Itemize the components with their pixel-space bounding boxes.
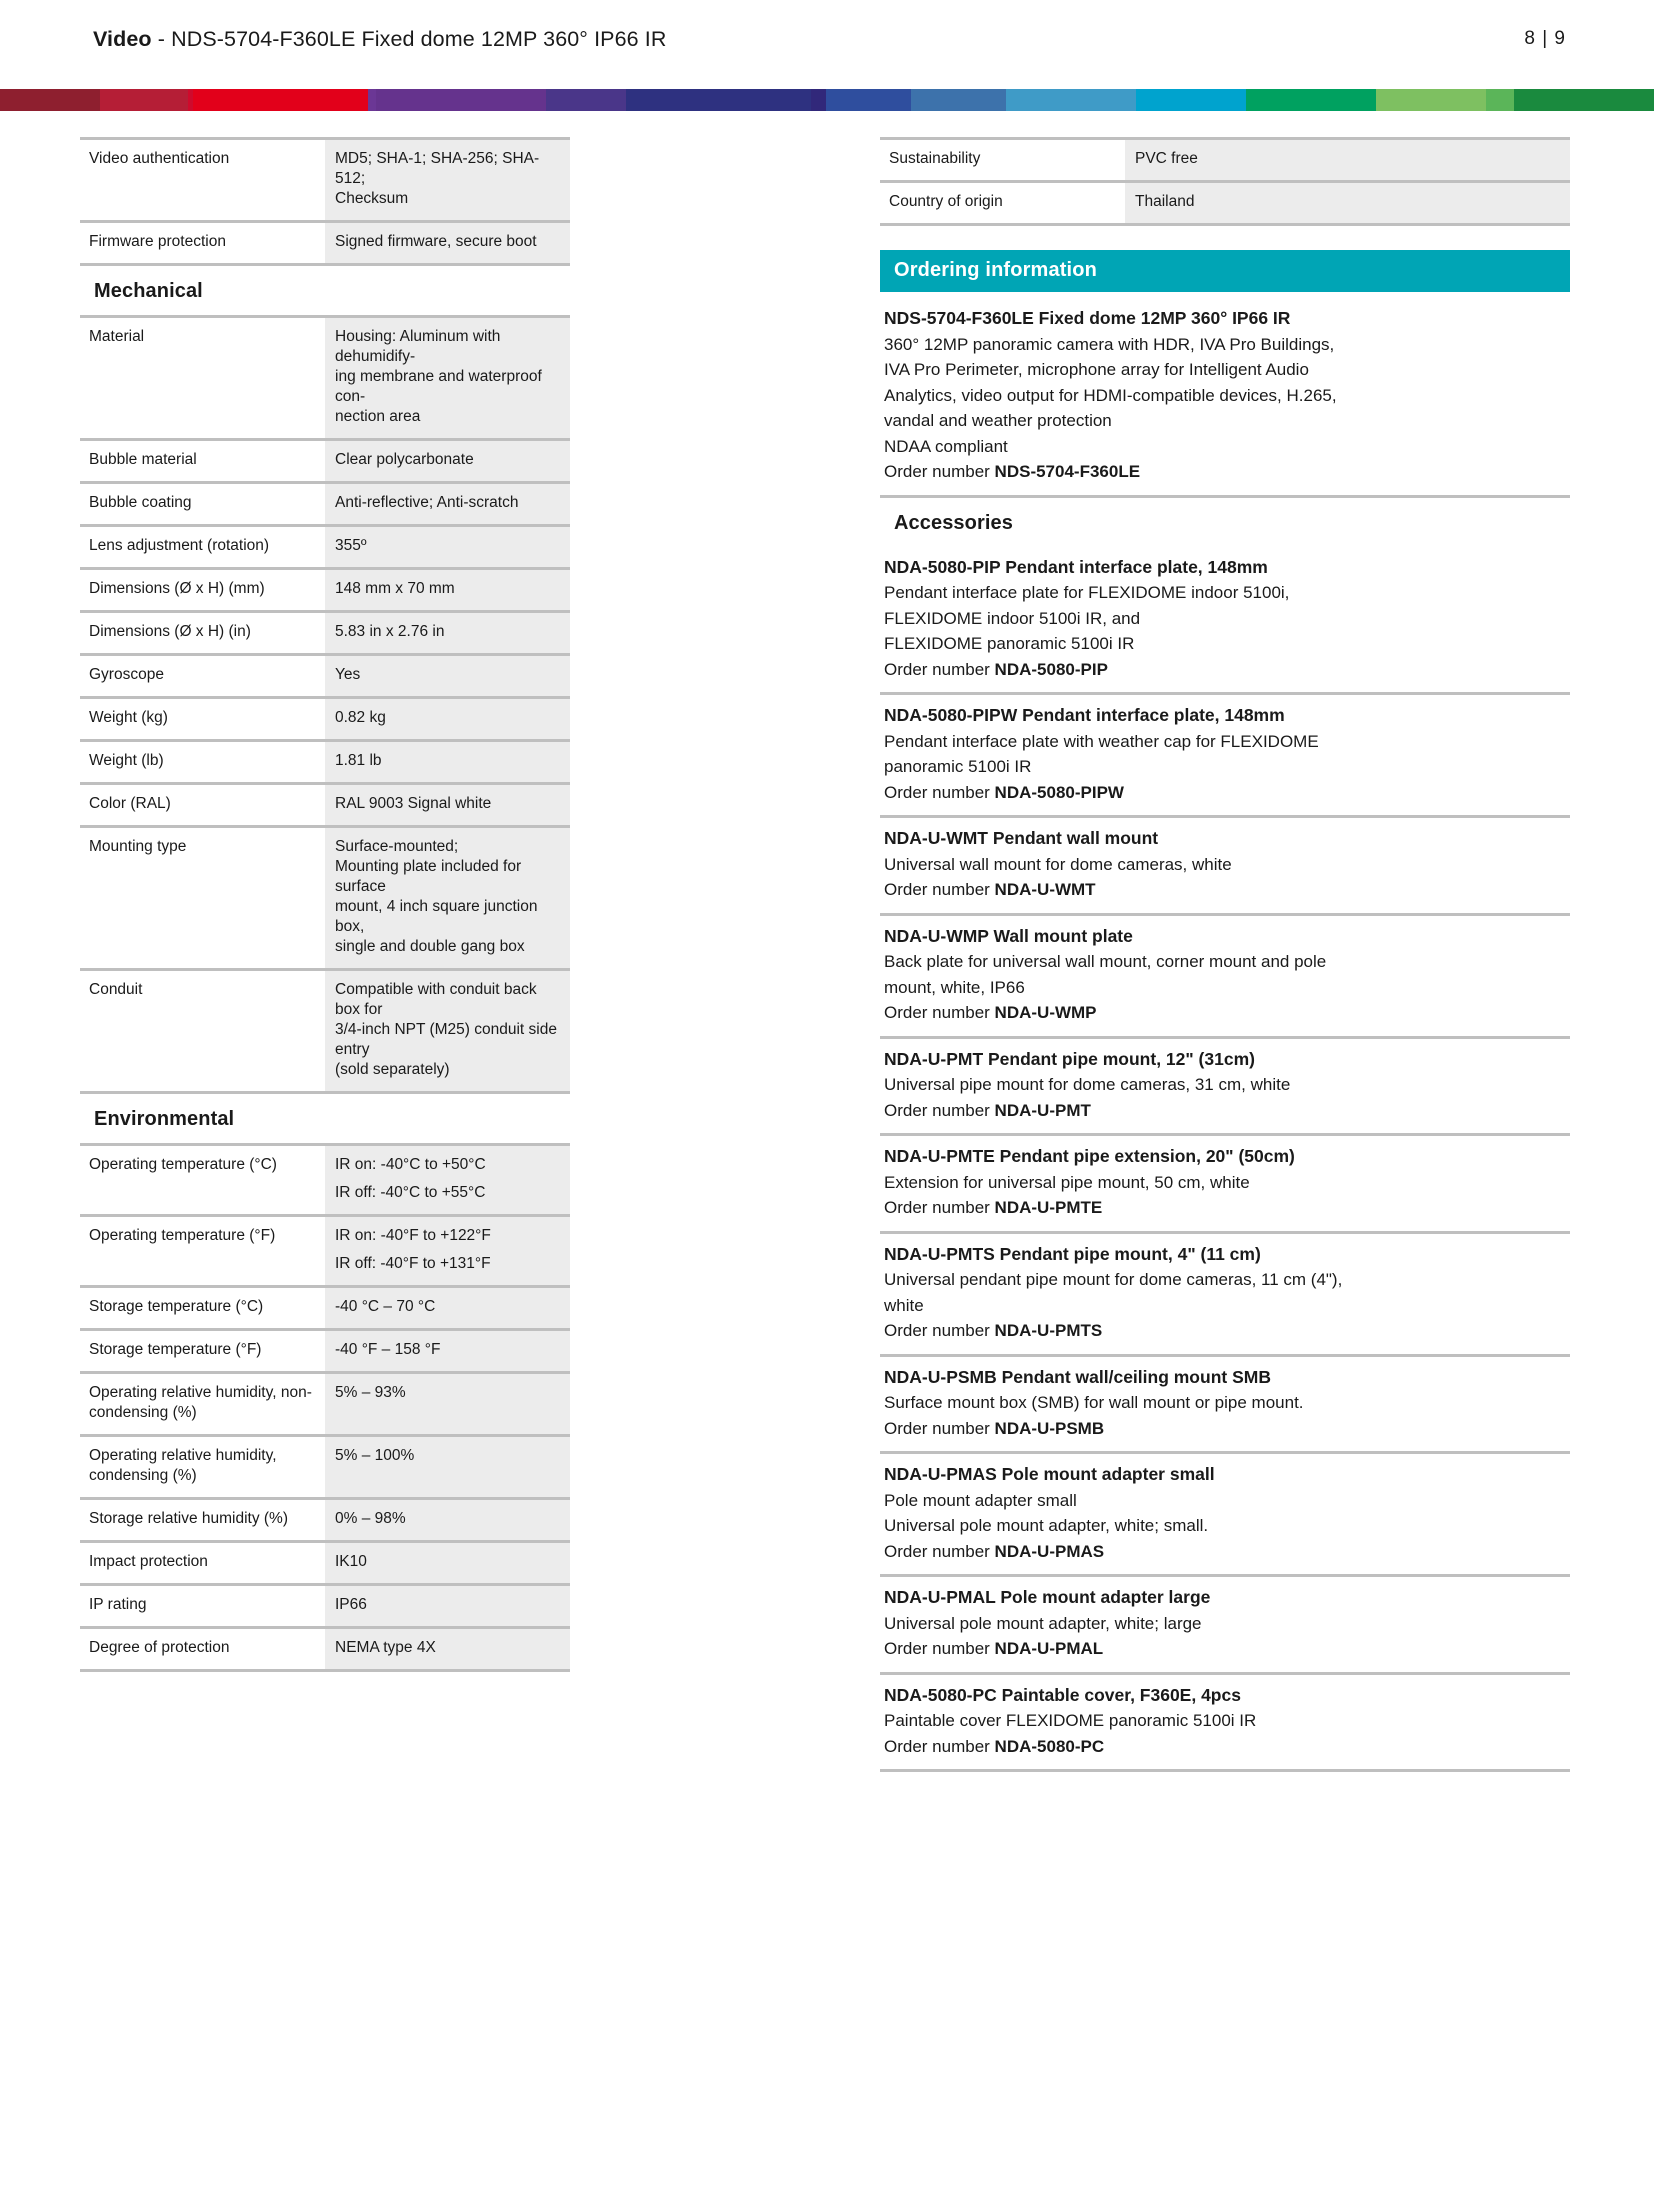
spec-value	[325, 527, 570, 567]
accessory-description-line: Pendant interface plate with weather cap for FLEXIDOME	[884, 731, 1319, 751]
color-bar-segment	[0, 89, 100, 111]
spec-value-line: nection area	[335, 408, 421, 425]
accessory-title: NDA-U-PSMB Pendant wall/ceiling mount SMB	[884, 1366, 1271, 1387]
spec-label: Sustainability	[880, 140, 1125, 180]
color-bar-segment	[826, 89, 911, 111]
brand-color-bar	[0, 89, 1654, 111]
order-number-value: NDA-5080-PIPW	[994, 782, 1124, 802]
accessory-title: NDA-5080-PIP Pendant interface plate, 148mm	[884, 556, 1268, 577]
order-number-value: NDA-U-PSMB	[994, 1418, 1105, 1438]
section-heading-accessories: Accessories	[880, 498, 1570, 547]
accessory-order-number	[884, 1318, 1566, 1344]
spec-value-line: PVC free	[1135, 150, 1198, 167]
spec-label: Conduit	[80, 971, 325, 1091]
spec-value-line: NEMA type 4X	[335, 1639, 436, 1656]
table-rule	[880, 1769, 1570, 1772]
accessory-item	[880, 1136, 1570, 1231]
accessory-title: NDA-U-WMP Wall mount plate	[884, 925, 1133, 946]
spec-value-line: IR on: -40°F to +122°F	[335, 1227, 491, 1244]
ordering-product-description-line: 360° 12MP panoramic camera with HDR, IVA Pro Buildings,	[884, 334, 1335, 354]
spec-value-line: -40 °C – 70 °C	[335, 1298, 436, 1315]
table-row	[80, 656, 570, 696]
table-row	[80, 484, 570, 524]
spec-value	[325, 1629, 570, 1669]
accessory-title: NDA-U-PMAS Pole mount adapter small	[884, 1464, 1215, 1484]
ordering-product-description-line: vandal and weather protection	[884, 411, 1112, 430]
accessory-item	[880, 1675, 1570, 1770]
spec-label: Dimensions (Ø x H) (mm)	[80, 570, 325, 610]
spec-label: Storage relative humidity (%)	[80, 1500, 325, 1540]
order-number-label: Order number	[884, 1736, 995, 1756]
accessory-title: NDA-5080-PIPW Pendant interface plate, 148mm	[884, 705, 1285, 725]
left-column	[80, 137, 570, 1672]
spec-value-line: 148 mm x 70 mm	[335, 580, 455, 597]
spec-value-line: 5% – 93%	[335, 1384, 406, 1401]
accessory-title: NDA-U-WMT Pendant wall mount	[884, 828, 1159, 848]
table-row	[80, 1217, 570, 1285]
table-row	[80, 441, 570, 481]
spec-label: Gyroscope	[80, 656, 325, 696]
order-number-label: Order number	[884, 1639, 995, 1658]
accessory-description-line: FLEXIDOME indoor 5100i IR, and	[884, 608, 1141, 628]
spec-value	[325, 484, 570, 524]
spec-label: Color (RAL)	[80, 785, 325, 825]
spec-value-line: IK10	[335, 1553, 367, 1570]
spec-value-line: Compatible with conduit back box for	[335, 981, 537, 1018]
spec-label: Weight (lb)	[80, 742, 325, 782]
accessory-item	[880, 1577, 1570, 1672]
accessory-item	[880, 1454, 1570, 1574]
order-number-value: NDA-5080-PIP	[994, 659, 1108, 679]
spec-value	[325, 140, 570, 220]
accessory-order-number	[884, 1195, 1566, 1221]
spec-value	[325, 1374, 570, 1434]
spec-label: Material	[80, 318, 325, 438]
spec-value-line: 355º	[335, 537, 367, 554]
table-row	[80, 1146, 570, 1214]
accessory-description-line: Back plate for universal wall mount, corner mount and pole	[884, 952, 1327, 971]
spec-value-line: Anti-reflective; Anti-scratch	[335, 494, 519, 511]
accessory-order-number	[884, 1416, 1566, 1442]
color-bar-segment	[811, 89, 826, 111]
order-number-value: NDA-5080-PC	[994, 1736, 1105, 1756]
accessory-order-number	[884, 1000, 1566, 1026]
page-title	[93, 27, 666, 52]
spec-label: Impact protection	[80, 1543, 325, 1583]
accessory-order-number	[884, 1098, 1566, 1124]
page-number: 8 | 9	[1524, 28, 1566, 49]
spec-value-line: Yes	[335, 666, 361, 683]
spec-value	[1125, 183, 1570, 223]
accessory-title: NDA-U-PMT Pendant pipe mount, 12" (31cm)	[884, 1048, 1255, 1069]
spec-label: Storage temperature (°F)	[80, 1331, 325, 1371]
spec-value-line: Housing: Aluminum with dehumidify-	[335, 328, 501, 365]
color-bar-segment	[911, 89, 1006, 111]
spec-label: IP rating	[80, 1586, 325, 1626]
spec-value	[325, 1217, 570, 1285]
spec-value-line: ing membrane and waterproof con-	[335, 368, 542, 405]
accessory-item	[880, 818, 1570, 913]
section-heading-mechanical: Mechanical	[80, 266, 570, 315]
spec-value-line: 5% – 100%	[335, 1447, 415, 1464]
spec-label: Storage temperature (°C)	[80, 1288, 325, 1328]
table-row	[80, 1629, 570, 1669]
order-number-value: NDA-U-PMAL	[994, 1639, 1104, 1658]
color-bar-segment	[1376, 89, 1486, 111]
table-row	[80, 1437, 570, 1497]
spec-value-line: IP66	[335, 1596, 367, 1613]
spec-value-line: IR off: -40°F to +131°F	[335, 1255, 491, 1272]
ordering-information-header: Ordering information	[880, 250, 1570, 292]
accessory-order-number	[884, 657, 1566, 683]
spec-value-line: 5.83 in x 2.76 in	[335, 623, 445, 640]
spec-value	[325, 742, 570, 782]
color-bar-segment	[100, 89, 188, 111]
accessory-order-number	[884, 780, 1566, 806]
spec-value-line: -40 °F – 158 °F	[335, 1341, 441, 1358]
order-number-value: NDS-5704-F360LE	[994, 462, 1141, 481]
order-number-label: Order number	[884, 1003, 995, 1022]
spec-value-line: IR on: -40°C to +50°C	[335, 1156, 486, 1173]
spec-label: Weight (kg)	[80, 699, 325, 739]
order-number-label: Order number	[884, 659, 995, 679]
order-number-label: Order number	[884, 1541, 995, 1561]
table-row	[80, 1288, 570, 1328]
spec-label: Operating relative humidity, condensing (%)	[80, 1437, 325, 1497]
accessory-description-line: Pendant interface plate for FLEXIDOME indoor 5100i,	[884, 583, 1290, 602]
ordering-product-block	[880, 292, 1570, 495]
table-row	[80, 613, 570, 653]
accessory-description-line: Universal pole mount adapter, white; small.	[884, 1516, 1209, 1535]
accessory-title: NDA-U-PMTE Pendant pipe extension, 20" (50cm)	[884, 1146, 1295, 1166]
spec-value	[325, 570, 570, 610]
order-number-label: Order number	[884, 1198, 995, 1217]
spec-label: Video authentication	[80, 140, 325, 220]
spec-value-line: 0% – 98%	[335, 1510, 406, 1527]
spec-value-line: MD5; SHA-1; SHA-256; SHA-512;	[335, 150, 540, 187]
accessory-item	[880, 1039, 1570, 1134]
accessory-item	[880, 1234, 1570, 1354]
accessory-item	[880, 547, 1570, 693]
accessory-description-line: Pole mount adapter small	[884, 1490, 1077, 1510]
ordering-product-title: NDS-5704-F360LE Fixed dome 12MP 360° IP66 IR	[884, 308, 1291, 328]
accessory-order-number	[884, 1734, 1566, 1760]
spec-value	[325, 1500, 570, 1540]
order-number-value: NDA-U-PMT	[994, 1100, 1091, 1120]
spec-value	[325, 828, 570, 968]
page-title-product: - NDS-5704-F360LE Fixed dome 12MP 360° IP66 IR	[151, 27, 667, 51]
spec-label: Firmware protection	[80, 223, 325, 263]
spec-value	[325, 613, 570, 653]
page-title-category: Video	[93, 27, 152, 51]
spec-value-line: Clear polycarbonate	[335, 451, 474, 468]
spec-value	[325, 971, 570, 1091]
accessory-order-number	[884, 1636, 1566, 1662]
accessory-title: NDA-5080-PC Paintable cover, F360E, 4pcs	[884, 1684, 1241, 1705]
table-rule	[80, 1669, 570, 1672]
accessory-title: NDA-U-PMAL Pole mount adapter large	[884, 1587, 1211, 1607]
spec-value-line: 0.82 kg	[335, 709, 386, 726]
spec-value-line: 1.81 lb	[335, 752, 382, 769]
spec-value	[325, 1543, 570, 1583]
spec-value-line: (sold separately)	[335, 1061, 450, 1078]
spec-value-line: Thailand	[1135, 193, 1195, 210]
ordering-product-description-line: Analytics, video output for HDMI-compatible devices, H.265,	[884, 385, 1337, 405]
spec-value	[325, 1146, 570, 1214]
table-row	[80, 699, 570, 739]
color-bar-segment	[193, 89, 368, 111]
table-row	[80, 1331, 570, 1371]
spec-value	[325, 223, 570, 263]
spec-value	[325, 441, 570, 481]
order-number-label: Order number	[884, 1100, 995, 1120]
accessory-description-line: Surface mount box (SMB) for wall mount or pipe mount.	[884, 1393, 1304, 1412]
spec-value-line: IR off: -40°C to +55°C	[335, 1184, 486, 1201]
accessory-description-line: Extension for universal pipe mount, 50 cm, white	[884, 1172, 1250, 1192]
accessory-description-line: Universal wall mount for dome cameras, white	[884, 854, 1232, 874]
spec-label: Operating temperature (°F)	[80, 1217, 325, 1285]
order-number-label: Order number	[884, 782, 995, 802]
spec-value	[1125, 140, 1570, 180]
ordering-product-order-number	[884, 459, 1566, 485]
accessory-order-number	[884, 877, 1566, 903]
right-column	[880, 137, 1570, 1772]
accessory-description-line: Universal pipe mount for dome cameras, 31 cm, white	[884, 1075, 1291, 1094]
table-row	[80, 742, 570, 782]
spec-value	[325, 1288, 570, 1328]
spec-value	[325, 318, 570, 438]
order-number-value: NDA-U-PMAS	[994, 1541, 1105, 1561]
accessory-order-number	[884, 1539, 1566, 1565]
spec-label: Bubble material	[80, 441, 325, 481]
page-header	[0, 0, 1654, 88]
table-row	[80, 1374, 570, 1434]
order-number-value: NDA-U-WMP	[994, 1003, 1097, 1022]
order-number-label: Order number	[884, 880, 995, 899]
accessory-item	[880, 916, 1570, 1036]
color-bar-segment	[1006, 89, 1136, 111]
accessory-description-line: panoramic 5100i IR	[884, 757, 1032, 776]
spec-value-line: Signed firmware, secure boot	[335, 233, 537, 250]
spec-value	[325, 1437, 570, 1497]
color-bar-segment	[626, 89, 811, 111]
spec-value	[325, 1586, 570, 1626]
table-row	[80, 785, 570, 825]
ordering-product-description-line: IVA Pro Perimeter, microphone array for Intelligent Audio	[884, 360, 1309, 379]
accessory-description-line: mount, white, IP66	[884, 977, 1025, 997]
accessory-description-line: Paintable cover FLEXIDOME panoramic 5100i IR	[884, 1711, 1257, 1730]
ordering-product-description-line: NDAA compliant	[884, 436, 1008, 456]
order-number-label: Order number	[884, 462, 995, 481]
order-number-value: NDA-U-WMT	[994, 880, 1096, 899]
spec-label: Degree of protection	[80, 1629, 325, 1669]
spec-value	[325, 785, 570, 825]
section-heading-environmental: Environmental	[80, 1094, 570, 1143]
color-bar-segment	[1486, 89, 1514, 111]
accessory-description-line: Universal pole mount adapter, white; large	[884, 1613, 1202, 1633]
table-row	[80, 1586, 570, 1626]
table-row	[880, 140, 1570, 180]
spec-value	[325, 656, 570, 696]
accessory-item	[880, 695, 1570, 815]
table-row	[80, 570, 570, 610]
spec-value-line: 3/4-inch NPT (M25) conduit side entry	[335, 1021, 557, 1058]
table-row	[80, 828, 570, 968]
table-rule	[880, 223, 1570, 226]
order-number-value: NDA-U-PMTE	[994, 1198, 1103, 1217]
accessory-item	[880, 1357, 1570, 1452]
color-bar-segment	[376, 89, 546, 111]
spec-value-line: Surface-mounted;	[335, 838, 459, 855]
color-bar-segment	[368, 89, 376, 111]
spec-label: Lens adjustment (rotation)	[80, 527, 325, 567]
table-row	[880, 183, 1570, 223]
table-row	[80, 527, 570, 567]
color-bar-segment	[1514, 89, 1654, 111]
table-row	[80, 971, 570, 1091]
spec-value-line: mount, 4 inch square junction box,	[335, 898, 538, 935]
spec-value-line: Checksum	[335, 190, 409, 207]
spec-value-line: Mounting plate included for surface	[335, 858, 522, 895]
accessory-title: NDA-U-PMTS Pendant pipe mount, 4" (11 cm)	[884, 1243, 1261, 1264]
color-bar-segment	[546, 89, 626, 111]
spec-value-line: RAL 9003 Signal white	[335, 795, 492, 812]
spec-label: Operating temperature (°C)	[80, 1146, 325, 1214]
spec-label: Operating relative humidity, non-condensing (%)	[80, 1374, 325, 1434]
spec-value	[325, 1331, 570, 1371]
order-number-value: NDA-U-PMTS	[994, 1321, 1103, 1340]
spec-label: Country of origin	[880, 183, 1125, 223]
accessory-description-line: white	[884, 1295, 924, 1315]
order-number-label: Order number	[884, 1418, 995, 1438]
order-number-label: Order number	[884, 1321, 995, 1340]
accessory-description-line: FLEXIDOME panoramic 5100i IR	[884, 634, 1135, 653]
color-bar-segment	[1136, 89, 1246, 111]
color-bar-segment	[1246, 89, 1376, 111]
spec-value	[325, 699, 570, 739]
spec-value-line: single and double gang box	[335, 938, 525, 955]
table-row	[80, 318, 570, 438]
table-row	[80, 140, 570, 220]
spec-label: Bubble coating	[80, 484, 325, 524]
table-row	[80, 1543, 570, 1583]
table-row	[80, 223, 570, 263]
accessory-description-line: Universal pendant pipe mount for dome cameras, 11 cm (4"),	[884, 1270, 1343, 1289]
spec-label: Dimensions (Ø x H) (in)	[80, 613, 325, 653]
table-row	[80, 1500, 570, 1540]
spec-label: Mounting type	[80, 828, 325, 968]
